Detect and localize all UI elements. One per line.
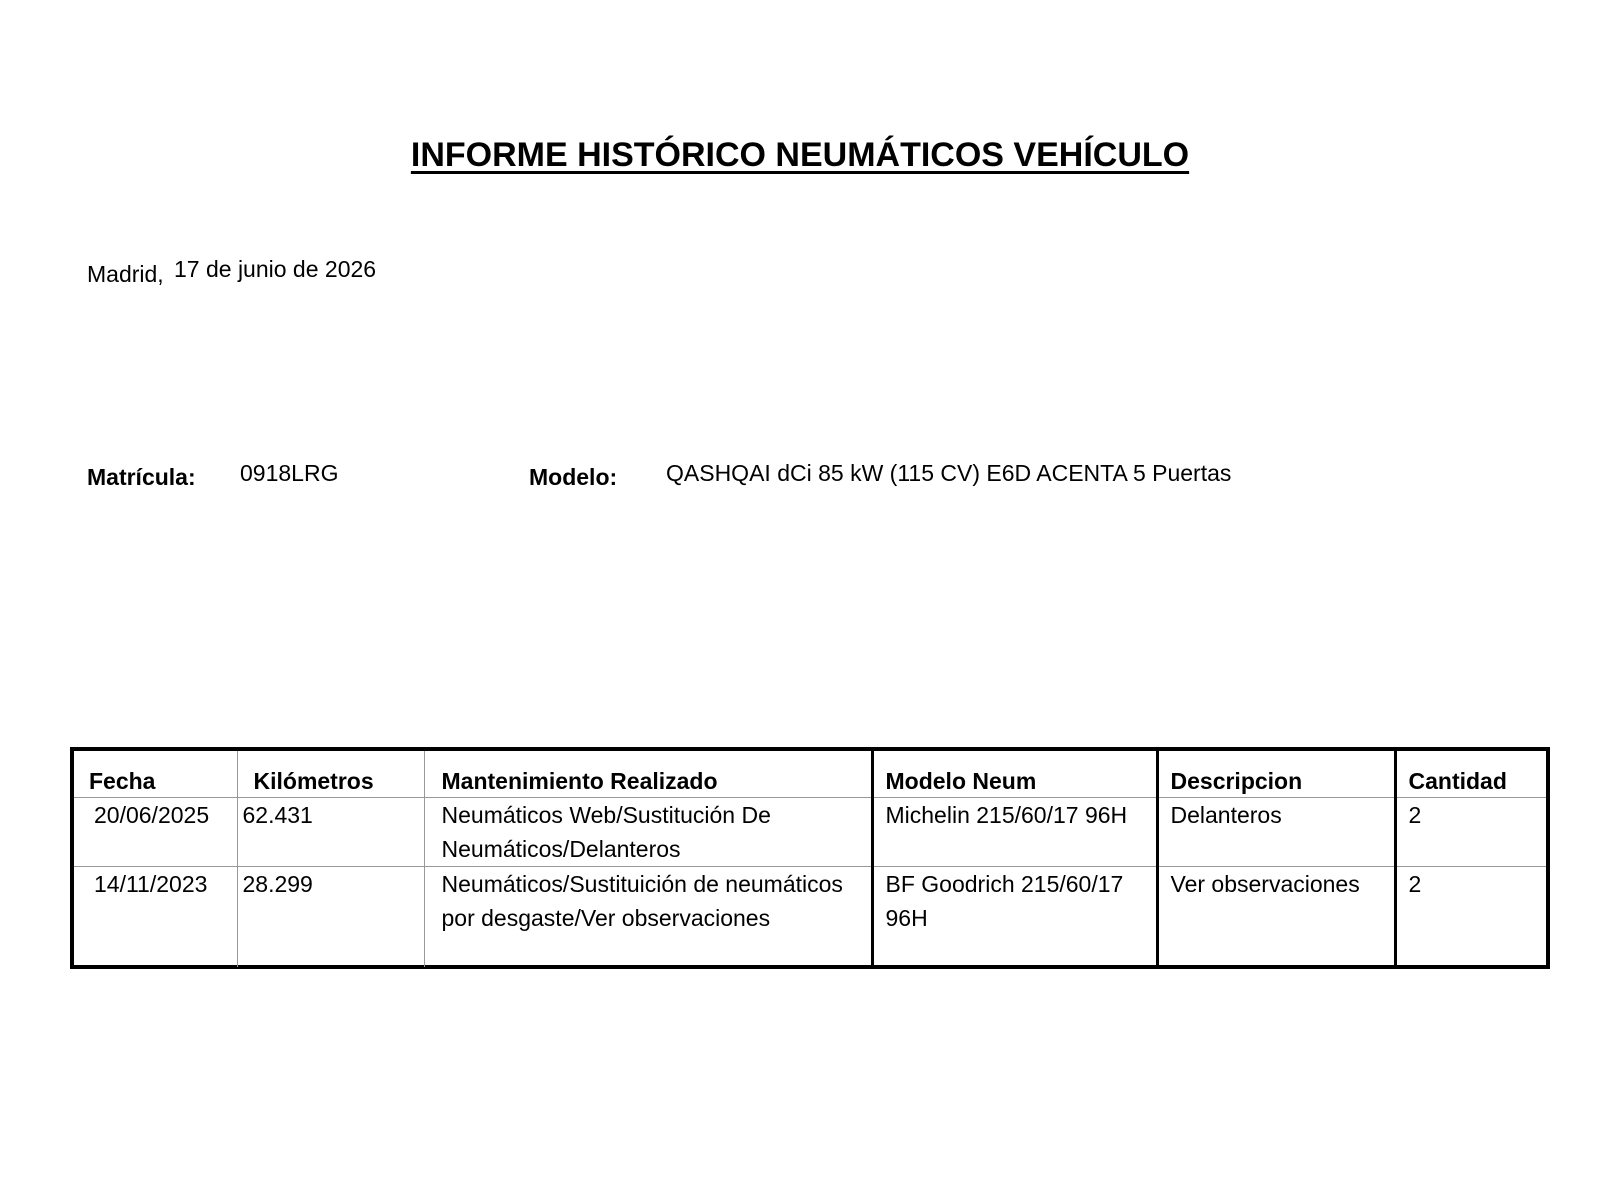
cell-mantenimiento: Neumáticos/Sustituición de neumáticos por desgaste/Ver observaciones (424, 867, 872, 968)
cell-modelo-neum: BF Goodrich 215/60/17 96H (872, 867, 1157, 968)
cell-modelo-neum: Michelin 215/60/17 96H (872, 798, 1157, 867)
header-modelo-neum: Modelo Neum (872, 751, 1157, 798)
header-kilometros: Kilómetros (237, 751, 424, 798)
place-label: Madrid, (87, 261, 164, 287)
report-date: 17 de junio de 2026 (174, 256, 377, 282)
header-cantidad: Cantidad (1395, 751, 1546, 798)
cell-cantidad: 2 (1395, 867, 1546, 968)
header-descripcion: Descripcion (1157, 751, 1395, 798)
cell-mantenimiento: Neumáticos Web/Sustitución De Neumáticos/Delanteros (424, 798, 872, 867)
table-row (74, 798, 1546, 867)
table-header-row (74, 751, 1546, 798)
cell-fecha: 20/06/2025 (74, 798, 237, 867)
cell-fecha: 14/11/2023 (74, 867, 237, 968)
modelo-value: QASHQAI dCi 85 kW (115 CV) E6D ACENTA 5 Puertas (666, 460, 1232, 486)
matricula-label: Matrícula: (87, 464, 196, 490)
header-mantenimiento: Mantenimiento Realizado (424, 751, 872, 798)
cell-descripcion: Delanteros (1157, 798, 1395, 867)
cell-kilometros: 28.299 (237, 867, 424, 968)
cell-descripcion: Ver observaciones (1157, 867, 1395, 968)
modelo-label: Modelo: (529, 464, 618, 490)
report-title: INFORME HISTÓRICO NEUMÁTICOS VEHÍCULO (410, 136, 1190, 174)
table-row (74, 867, 1546, 968)
cell-kilometros: 62.431 (237, 798, 424, 867)
cell-cantidad: 2 (1395, 798, 1546, 867)
history-table (70, 747, 1550, 969)
matricula-value: 0918LRG (240, 460, 339, 486)
header-fecha: Fecha (74, 751, 237, 798)
